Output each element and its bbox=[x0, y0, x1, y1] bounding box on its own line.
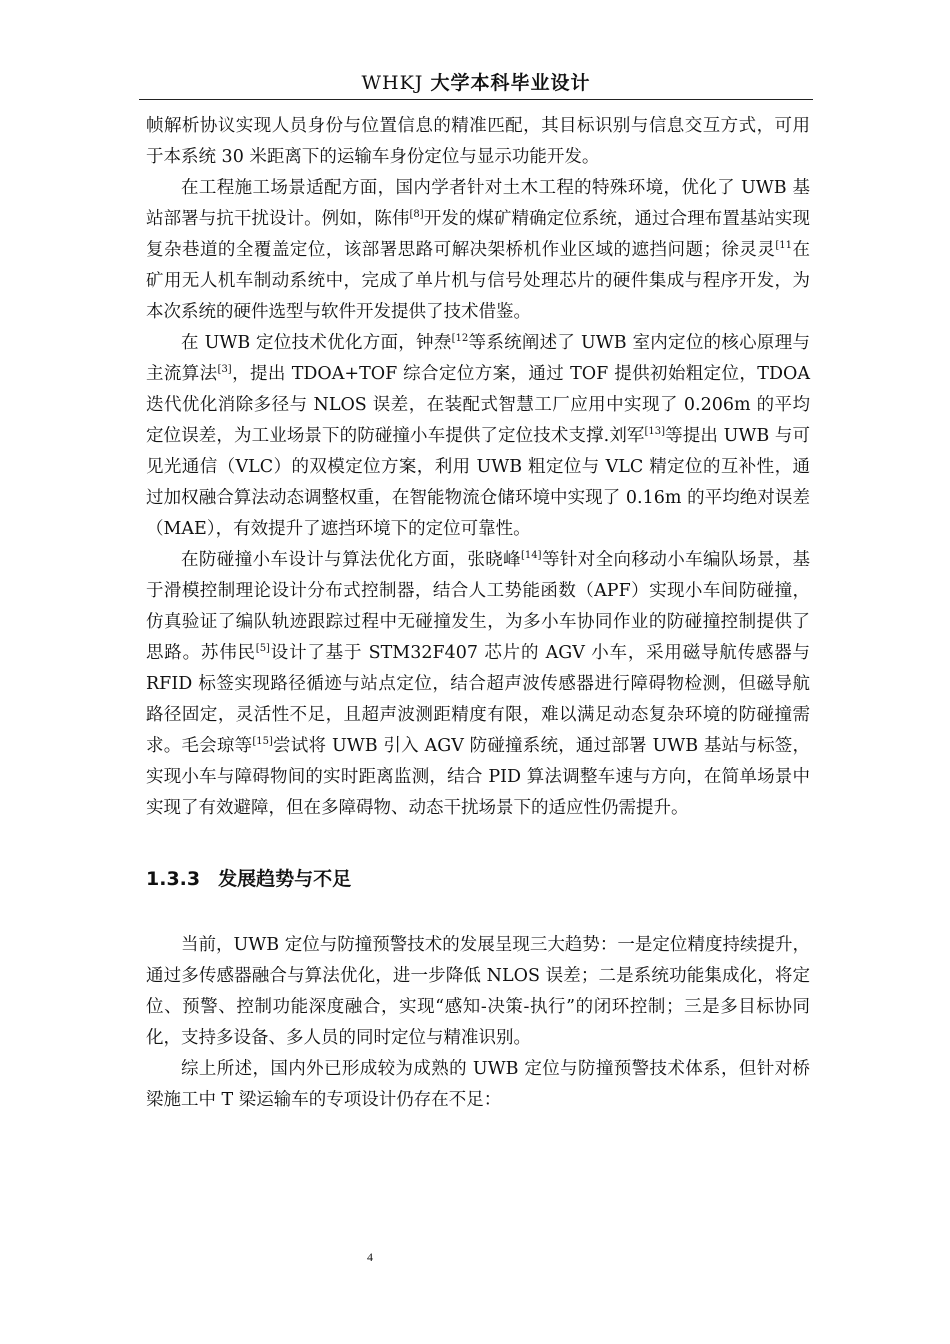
citation-ref: [15] bbox=[252, 736, 273, 748]
paragraph-2-text-a: 在工程施工场景适配方面，国内学者针对土木工程的特殊环境，优化了 UWB 基站部署与抗干扰设计。例如，陈伟 bbox=[146, 178, 810, 229]
page-header bbox=[140, 68, 812, 95]
paragraph-2 bbox=[146, 173, 810, 328]
paragraph-6: 综上所述，国内外已形成较为成熟的 UWB 定位与防撞预警技术体系，但针对桥梁施工中 T 梁运输车的专项设计仍存在不足： bbox=[146, 1059, 810, 1110]
citation-ref: [14] bbox=[521, 550, 542, 562]
paragraph-3-text-c: ，提出 TDOA+TOF 综合定位方案，通过 TOF 提供初始粗定位，TDOA 迭代优化消除多径与 NLOS 误差，在装配式智慧工厂应用中实现了 0.206m 的平均定位误差，为工业场景下的防碰撞小车提供了定位技术支撑.刘军 bbox=[146, 364, 810, 446]
paragraph-3-text-a: 在 UWB 定位技术优化方面，钟焘 bbox=[181, 333, 452, 353]
paragraph-5: 当前，UWB 定位与防撞预警技术的发展呈现三大趋势：一是定位精度持续提升，通过多传感器融合与算法优化，进一步降低 NLOS 误差；二是系统功能集成化，将定位、预警、控制功能深度融合，实现“感知-决策-执行”的闭环控制；三是多目标协同化，支持多设备、多人员的同时定位与精准识别。 bbox=[146, 935, 810, 1048]
citation-ref: [11 bbox=[775, 240, 793, 252]
citation-ref: [5] bbox=[255, 643, 270, 655]
header-rule bbox=[139, 99, 813, 100]
citation-ref: [8] bbox=[409, 209, 424, 221]
header-latin: WHKJ bbox=[361, 72, 424, 94]
page-number: 4 bbox=[367, 1250, 373, 1264]
paragraph-4-text-c: 设计了基于 STM32F407 芯片的 AGV 小车，采用磁导航传感器与 RFID 标签实现路径循迹与站点定位，结合超声波传感器进行障碍物检测，但磁导航路径固定，灵活性不足，且超声波测距精度有限，难以满足动态复杂环境的防碰撞需求。毛会琼等 bbox=[146, 643, 811, 756]
section-heading bbox=[146, 864, 810, 894]
paragraph-4-text-d: 尝试将 UWB 引入 AGV 防碰撞系统，通过部署 UWB 基站与标签，实现小车与障碍物间的实时距离监测，结合 PID 算法调整车速与方向，在简单场景中实现了有效避障，但在多障碍物、动态干扰场景下的适应性仍需提升。 bbox=[146, 736, 811, 818]
paragraph-4 bbox=[146, 545, 810, 824]
paragraph-3-text-b: 等系统阐述了 UWB 室内定位的核心原理与主流算法 bbox=[146, 333, 810, 384]
paragraph-2-text-c: 在矿用无人机车制动系统中，完成了单片机与信号处理芯片的硬件集成与程序开发，为本次系统的硬件选型与软件开发提供了技术借鉴。 bbox=[146, 240, 810, 322]
paragraph-3-text-d: 等提出 UWB 与可见光通信（VLC）的双模定位方案，利用 UWB 粗定位与 VLC 精定位的互补性，通过加权融合算法动态调整权重，在智能物流仓储环境中实现了 0.16m 的平均绝对误差（MAE），有效提升了遮挡环境下的定位可靠性。 bbox=[146, 426, 810, 539]
header-title: 大学本科毕业设计 bbox=[430, 72, 591, 94]
paragraph-2-text-b: 开发的煤矿精确定位系统，通过合理布置基站实现复杂巷道的全覆盖定位，该部署思路可解决架桥机作业区域的遮挡问题；徐灵灵 bbox=[146, 209, 811, 260]
paragraph-3 bbox=[146, 328, 810, 545]
paragraph-1: 帧解析协议实现人员身份与位置信息的精准匹配，其目标识别与信息交互方式，可用于本系统 30 米距离下的运输车身份定位与显示功能开发。 bbox=[146, 116, 810, 167]
paragraph-4-text-b: 等针对全向移动小车编队场景，基于滑模控制理论设计分布式控制器，结合人工势能函数（APF）实现小车间防碰撞，仿真验证了编队轨迹跟踪过程中无碰撞发生，为多小车协同作业的防碰撞控制提供了思路。苏伟民 bbox=[146, 550, 811, 663]
citation-ref: [3] bbox=[217, 364, 232, 376]
citation-ref: [13] bbox=[644, 426, 666, 438]
page-body bbox=[146, 111, 810, 1116]
citation-ref: [12 bbox=[451, 333, 469, 345]
section-title: 发展趋势与不足 bbox=[218, 868, 352, 890]
section-number: 1.3.3 bbox=[146, 868, 201, 890]
paragraph-4-text-a: 在防碰撞小车设计与算法优化方面，张晓峰 bbox=[181, 550, 522, 570]
